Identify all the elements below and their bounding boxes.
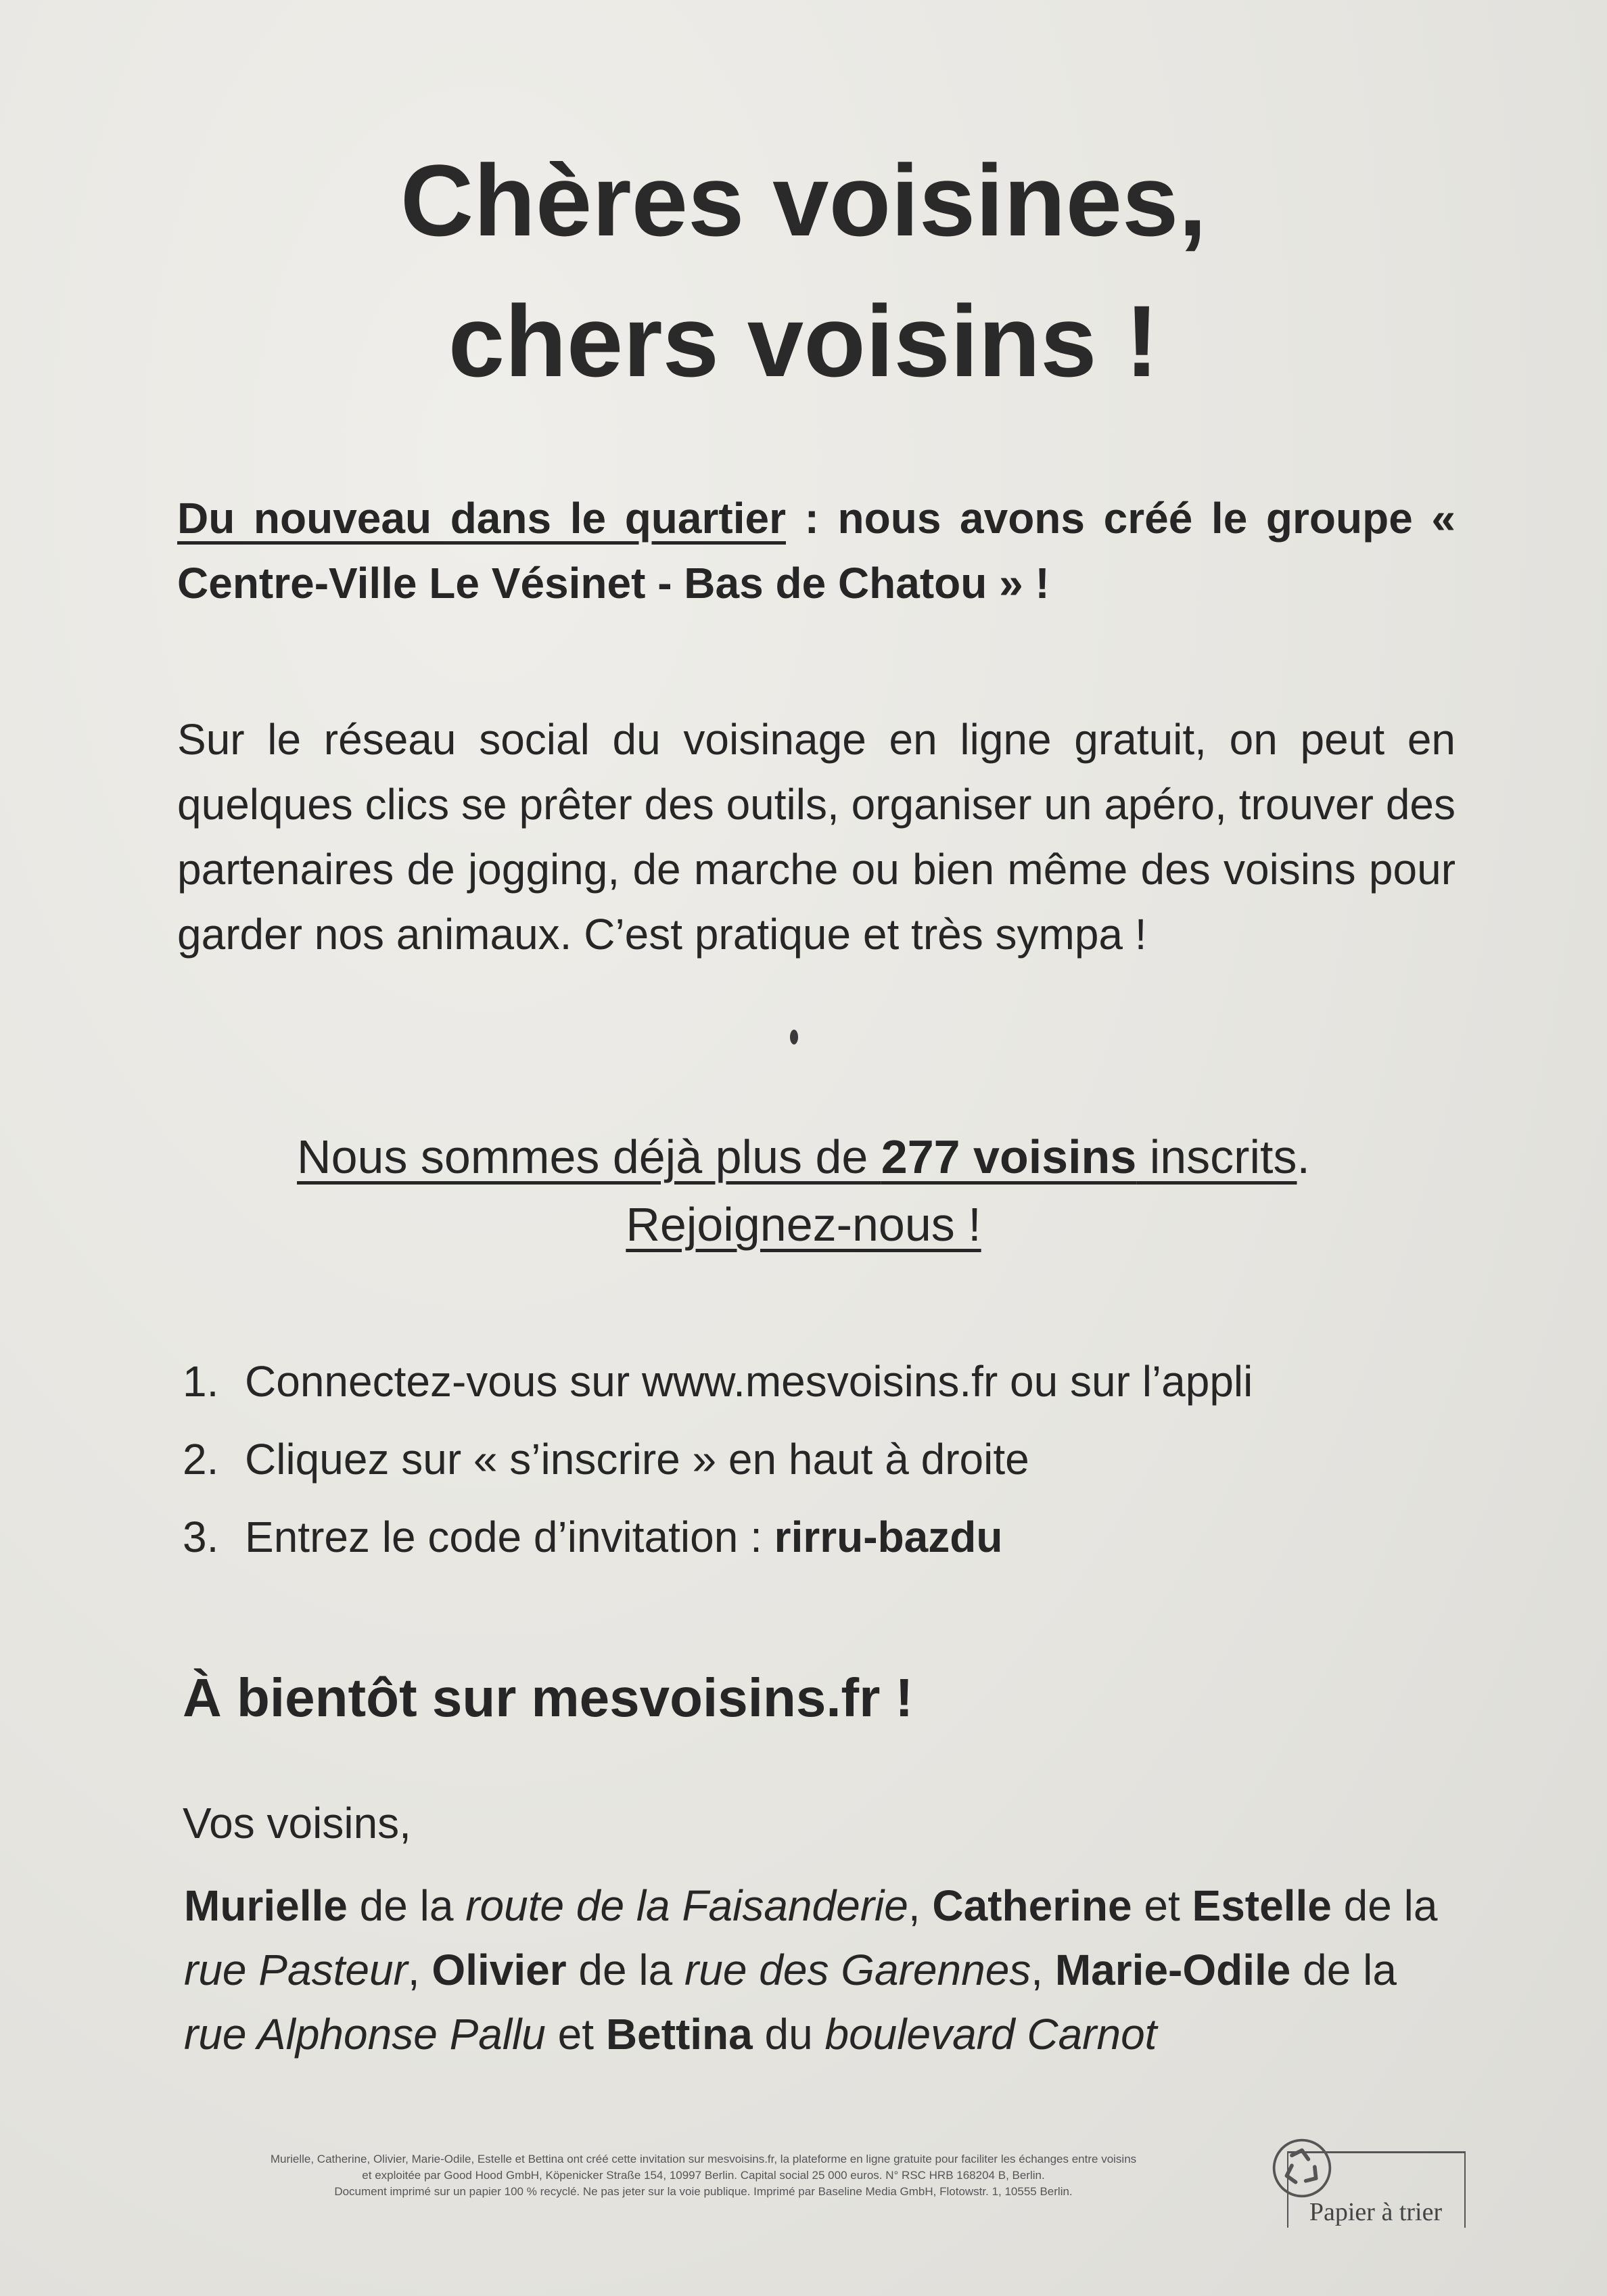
signature-text: et [545, 2010, 606, 2059]
signer-name: Catherine [932, 1881, 1132, 1930]
signature-block [184, 1874, 1455, 2067]
fine-print [156, 2151, 1251, 2200]
signature-text: , [407, 1946, 432, 1994]
step-text: Connectez-vous sur www.mesvoisins.fr ou sur l’appli [245, 1357, 1253, 1406]
street-name: route de la Faisanderie [465, 1881, 908, 1930]
title-line-2: chers voisins ! [448, 284, 1159, 398]
street-name: rue des Garennes [684, 1946, 1031, 1994]
step-number: 1. [183, 1357, 219, 1406]
signature-text: , [1031, 1946, 1055, 1994]
signer-name: Marie-Odile [1054, 1946, 1291, 1994]
step-number: 3. [183, 1513, 219, 1561]
closing-heading: À bientôt sur mesvoisins.fr ! [183, 1668, 914, 1728]
intro-highlight: Du nouveau dans le quartier [177, 494, 786, 543]
signature-text: et [1132, 1881, 1192, 1930]
step-item [183, 1343, 1253, 1421]
street-name: boulevard Carnot [824, 2010, 1157, 2059]
fine-print-line: et exploitée par Good Hood GmbH, Köpenicker Straße 154, 10997 Berlin. Capital social 25 000 euros. N° RSC HRB 168204 B, Berlin. [362, 2169, 1045, 2182]
recycle-label: Papier à trier [1309, 2198, 1443, 2226]
step-item [183, 1421, 1253, 1498]
member-count: 277 voisins [881, 1130, 1137, 1183]
paper-speck [790, 1030, 798, 1044]
fine-print-line: Document imprimé sur un papier 100 % recyclé. Ne pas jeter sur la voie publique. Imprimé par Baseline Media GmbH, Flotowstr. 1, 10555 Berlin. [334, 2185, 1073, 2198]
steps-list [183, 1343, 1253, 1576]
intro-paragraph [177, 486, 1455, 616]
signature-text: du [752, 2010, 825, 2059]
description-paragraph: Sur le réseau social du voisinage en ligne gratuit, on peut en quelques clics se prêter des outils, organiser un apéro, trouver des partenaires de jogging, de marche ou bien même des voisins pour garder nos animaux. C’est pratique et très sympa ! [177, 715, 1455, 959]
membership-underlined [297, 1130, 1297, 1183]
membership-line [0, 1123, 1607, 1191]
signature-greeting: Vos voisins, [183, 1799, 411, 1847]
signature-text: , [908, 1881, 933, 1930]
invitation-code: rirru-bazdu [774, 1513, 1003, 1561]
signer-name: Olivier [432, 1946, 567, 1994]
title-line-1: Chères voisines, [400, 143, 1207, 257]
signature-text: de la [566, 1946, 684, 1994]
intro-text: : nous avons créé le groupe « Centre-Ville Le Vésinet - Bas de Chatou » ! [177, 494, 1456, 607]
step-item [183, 1498, 1253, 1576]
street-name: rue Pasteur [184, 1946, 408, 1994]
signer-name: Estelle [1192, 1881, 1332, 1930]
join-cta: Rejoignez-nous ! [626, 1198, 981, 1251]
signature-text: de la [1290, 1946, 1397, 1994]
signature-text: de la [1331, 1881, 1438, 1930]
join-cta-line [0, 1191, 1607, 1258]
signature-text: de la [347, 1881, 466, 1930]
step-number: 2. [183, 1435, 219, 1484]
step-text: Entrez le code d’invitation : [245, 1513, 774, 1561]
membership-period: . [1297, 1130, 1310, 1183]
street-name: rue Alphonse Pallu [184, 2010, 546, 2059]
step-text: Cliquez sur « s’inscrire » en haut à droite [245, 1435, 1029, 1484]
fine-print-line: Murielle, Catherine, Olivier, Marie-Odile, Estelle et Bettina ont créé cette invitation sur mesvoisins.fr, la plateforme en ligne gratuite pour faciliter les échanges entre voisins [270, 2153, 1137, 2165]
signer-name: Murielle [184, 1881, 348, 1930]
signer-name: Bettina [605, 2010, 753, 2059]
membership-prefix: Nous sommes déjà plus de [297, 1130, 881, 1183]
membership-suffix: inscrits [1136, 1130, 1297, 1183]
